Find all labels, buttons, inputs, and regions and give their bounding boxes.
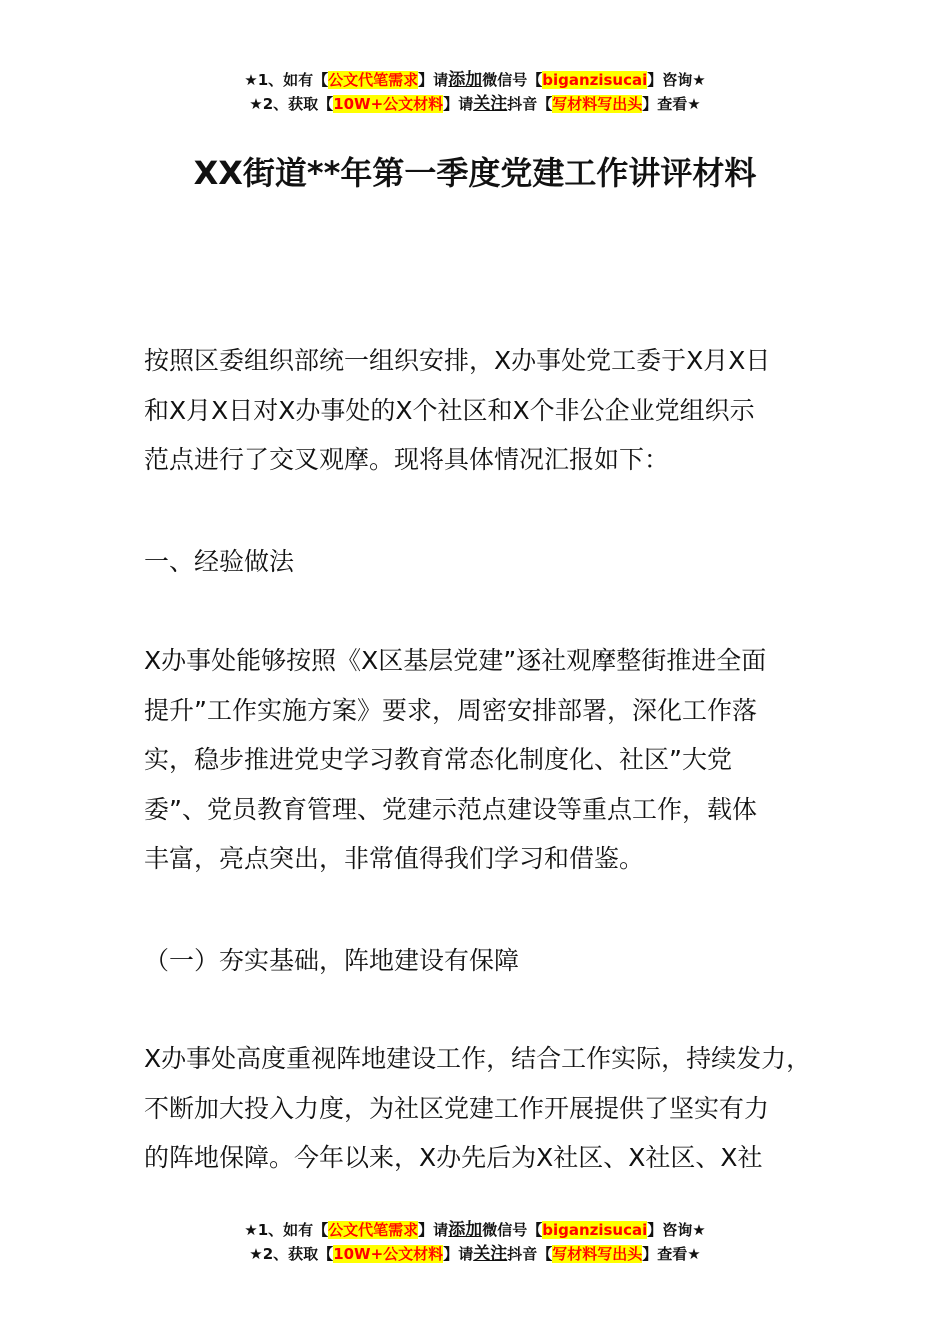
text-line: 的阵地保障。今年以来，X办先后为X社区、X社区、X社 — [144, 1143, 763, 1172]
promo-line-1 — [0, 1218, 950, 1242]
promo-text: 微信号【 — [482, 1221, 543, 1239]
promo-underline: 添加 — [448, 1220, 483, 1240]
promo-text: 】查看★ — [642, 95, 701, 113]
text-line: 不断加大投入力度，为社区党建工作开展提供了坚实有力 — [144, 1093, 770, 1123]
promo-text: 】请 — [443, 95, 474, 113]
text-line: 和X月X日对X办事处的X个社区和X个非公企业党组织示 — [144, 395, 755, 425]
paragraph-experience — [144, 636, 814, 884]
promo-highlight: 公文代笔需求 — [328, 71, 419, 89]
promo-text: 抖音【 — [507, 1245, 553, 1263]
promo-text: ★2、获取【 — [249, 95, 334, 113]
promo-text: 抖音【 — [507, 95, 553, 113]
promo-line-1 — [0, 68, 950, 92]
text-line: 丰富，亮点突出，非常值得我们学习和借鉴。 — [144, 844, 645, 873]
paragraph-intro — [144, 336, 814, 485]
promo-underline: 添加 — [448, 70, 483, 90]
top-promo-banner — [0, 68, 950, 116]
promo-text: ★1、如有【 — [244, 71, 329, 89]
text-line: 范点进行了交叉观摩。现将具体情况汇报如下： — [144, 445, 670, 474]
promo-wechat-id: biganzisucai — [542, 71, 648, 89]
promo-text: 】咨询★ — [647, 1221, 706, 1239]
bottom-promo-banner — [0, 1218, 950, 1266]
promo-text: 】请 — [418, 71, 449, 89]
promo-text: 】请 — [418, 1221, 449, 1239]
promo-douyin-id: 写材料写出头 — [552, 1245, 643, 1263]
heading-text: 一、经验做法 — [144, 547, 295, 576]
text-line: 按照区委组织部统一组织安排，X办事处党工委于X月X日 — [144, 346, 771, 375]
subsection-heading-foundation — [144, 936, 814, 986]
promo-text: 】查看★ — [642, 1245, 701, 1263]
promo-text: 】请 — [443, 1245, 474, 1263]
promo-line-2 — [0, 92, 950, 116]
promo-underline: 关注 — [473, 1244, 508, 1264]
text-line: 委”、党员教育管理、党建示范点建设等重点工作，载体 — [144, 794, 757, 824]
promo-text: 微信号【 — [482, 71, 543, 89]
promo-text: ★1、如有【 — [244, 1221, 329, 1239]
text-line: 提升”工作实施方案》要求，周密安排部署，深化工作落 — [144, 695, 757, 725]
heading-text: （一）夯实基础，阵地建设有保障 — [144, 946, 520, 975]
promo-text: 】咨询★ — [647, 71, 706, 89]
promo-underline: 关注 — [473, 94, 508, 114]
text-line: 实，稳步推进党史学习教育常态化制度化、社区”大党 — [144, 745, 732, 774]
paragraph-foundation — [144, 1034, 814, 1183]
section-heading-experience — [144, 537, 814, 587]
promo-highlight: 10W+公文材料 — [333, 1245, 444, 1263]
promo-douyin-id: 写材料写出头 — [552, 95, 643, 113]
text-line: X办事处高度重视阵地建设工作，结合工作实际，持续发力， — [144, 1044, 812, 1073]
promo-wechat-id: biganzisucai — [542, 1221, 648, 1239]
promo-highlight: 公文代笔需求 — [328, 1221, 419, 1239]
promo-text: ★2、获取【 — [249, 1245, 334, 1263]
document-title: XX街道**年第一季度党建工作讲评材料 — [193, 154, 757, 192]
promo-highlight: 10W+公文材料 — [333, 95, 444, 113]
text-line: X办事处能够按照《X区基层党建”逐社观摩整街推进全面 — [144, 646, 767, 675]
promo-line-2 — [0, 1242, 950, 1266]
